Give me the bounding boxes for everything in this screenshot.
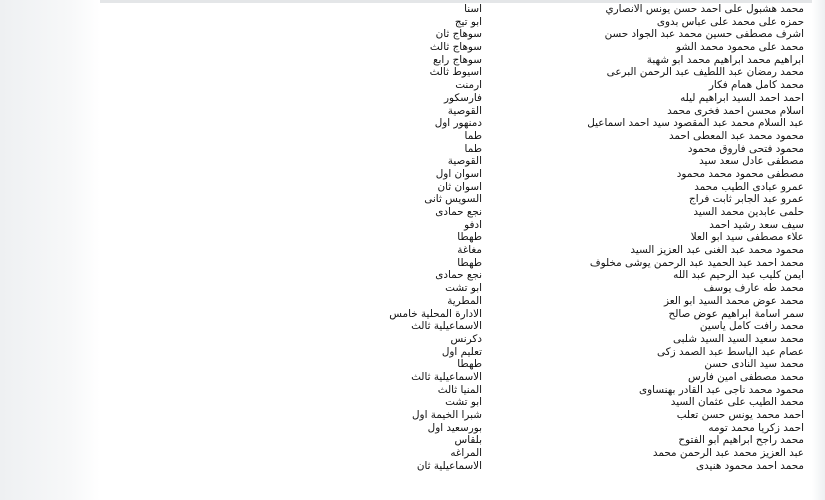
person-name: عبد السلام محمد عبد المقصود سيد احمد اسماعيل — [587, 117, 804, 130]
list-row — [100, 117, 812, 130]
list-row — [100, 269, 812, 282]
location-name: مغاغة — [457, 244, 482, 257]
location-name: اسنا — [464, 3, 482, 15]
list-row — [100, 358, 812, 371]
person-name: محمد طه عارف يوسف — [703, 282, 804, 295]
location-name: طهطا — [457, 256, 482, 269]
location-name: دمنهور اول — [434, 117, 482, 130]
list-row — [100, 460, 812, 473]
person-name: علاء مصطفى سيد ابو العلا — [690, 231, 804, 244]
list-row — [100, 130, 812, 143]
person-name: اسلام محسن احمد فخرى محمد — [667, 104, 804, 117]
person-name: محمد احمد محمود هنيدى — [695, 459, 804, 472]
person-name: محمود محمد عبد المعطى احمد — [668, 129, 804, 142]
location-name: فارسكور — [444, 91, 482, 104]
location-name: المنيا ثالث — [437, 383, 482, 396]
list-row — [100, 66, 812, 79]
person-name: احمد زكريا محمد تومه — [708, 421, 804, 434]
location-name: اسيوط ثالث — [429, 66, 482, 79]
person-name: محمد سعيد السيد السيد شلبى — [672, 332, 804, 345]
list-row — [100, 434, 812, 447]
location-name: ابو تشت — [445, 396, 482, 409]
location-name: الاسماعيلية ثالث — [411, 370, 482, 383]
list-row — [100, 396, 812, 409]
list-row — [100, 181, 812, 194]
location-name: ابو تشت — [445, 282, 482, 295]
person-name: محمد رمضان عبد اللطيف عبد الرحمن البرعى — [606, 66, 804, 79]
location-name: نجع حمادى — [435, 206, 482, 218]
location-name: اسوان ثان — [437, 180, 482, 193]
list-row — [100, 231, 812, 244]
location-name: طهطا — [457, 358, 482, 371]
location-name: ادفو — [464, 218, 482, 231]
list-row — [100, 54, 812, 67]
person-name: محمود محمد ناجى عبد القادر بهنساوى — [639, 383, 804, 396]
location-name: الاسماعيلية ثالث — [411, 320, 482, 333]
list-row — [100, 155, 812, 168]
location-name: بلقاس — [454, 434, 482, 447]
right-page-margin — [812, 0, 825, 500]
location-name: القوصية — [447, 104, 482, 117]
person-name: عصام عبد الباسط عبد الصمد زكى — [657, 345, 804, 358]
name-list — [100, 3, 812, 472]
location-name: دكرنس — [450, 332, 482, 345]
person-name: احمد محمد يونس حسن تعلب — [676, 409, 804, 421]
list-row — [100, 143, 812, 156]
list-row — [100, 244, 812, 257]
list-row — [100, 3, 812, 16]
person-name: عبد العزيز محمد عبد الرحمن محمد — [652, 447, 804, 460]
list-row — [100, 282, 812, 295]
person-name: محمد راجح ابراهيم ابو الفتوح — [678, 434, 804, 447]
person-name: احمد احمد السيد ابراهيم ليله — [680, 91, 804, 104]
person-name: محمود محمد عبد الغنى عبد العزيز السيد — [630, 244, 804, 257]
location-name: سوهاج رابع — [432, 53, 482, 66]
location-name: القوصية — [447, 155, 482, 168]
person-name: محمود فتحى فاروق محمود — [687, 142, 804, 155]
location-name: السويس ثانى — [424, 193, 482, 206]
list-row — [100, 41, 812, 54]
person-name: حمزه على محمد على عباس بدوى — [656, 15, 804, 28]
person-name: مصطفى عادل سعد سيد — [699, 155, 804, 168]
person-name: محمد على محمود محمد الشو — [676, 41, 804, 54]
location-name: طهطا — [457, 231, 482, 244]
person-name: محمد سيد النادى حسن — [704, 358, 804, 371]
person-name: محمد رافت كامل ياسين — [699, 320, 804, 333]
person-name: عمرو عبد الجابر ثابت فراج — [689, 193, 804, 206]
person-name: اشرف مصطفى حسين محمد عبد الجواد حسن — [604, 28, 804, 41]
list-row — [100, 447, 812, 460]
person-name: مصطفى محمود محمد محمود — [676, 167, 804, 180]
list-row — [100, 28, 812, 41]
location-name: ابو تيج — [454, 15, 482, 28]
location-name: اسوان اول — [435, 167, 482, 180]
list-row — [100, 206, 812, 219]
location-name: المراغه — [450, 447, 482, 460]
location-name: سوهاج ثالث — [429, 41, 482, 54]
list-row — [100, 105, 812, 118]
list-row — [100, 371, 812, 384]
list-row — [100, 384, 812, 397]
location-name: الادارة المحلية خامس — [389, 307, 482, 320]
list-row — [100, 219, 812, 232]
location-name: الاسماعيلية ثان — [416, 459, 482, 472]
person-name: سيف سعد رشيد احمد — [709, 218, 804, 231]
list-row — [100, 79, 812, 92]
person-name: عمرو عبادى الطيب محمد — [694, 180, 804, 193]
list-row — [100, 346, 812, 359]
location-name: المطرية — [447, 294, 482, 307]
location-name: تعليم اول — [441, 345, 482, 358]
list-row — [100, 92, 812, 105]
list-row — [100, 409, 812, 422]
list-row — [100, 168, 812, 181]
person-name: محمد الطيب على عثمان السيد — [670, 396, 804, 409]
list-row — [100, 16, 812, 29]
document-page — [100, 0, 812, 500]
list-row — [100, 193, 812, 206]
person-name: ابراهيم محمد ابراهيم محمد ابو شهبة — [646, 53, 804, 66]
list-row — [100, 333, 812, 346]
location-name: بورسعيد اول — [427, 421, 482, 434]
list-row — [100, 422, 812, 435]
person-name: محمد هشبول على احمد حسن يونس الانصاري — [605, 3, 804, 15]
person-name: سمر اسامة ابراهيم عوض صالح — [668, 307, 804, 320]
list-row — [100, 295, 812, 308]
location-name: شبرا الخيمة اول — [412, 409, 482, 421]
left-page-margin — [0, 0, 100, 500]
location-name: طما — [464, 142, 482, 155]
location-name: نجع حمادى — [435, 269, 482, 282]
person-name: محمد مصطفى امين فارس — [688, 370, 804, 383]
location-name: سوهاج ثان — [435, 28, 482, 41]
person-name: حلمى عابدين محمد السيد — [693, 206, 804, 218]
person-name: ايمن كليب عبد الرحيم عبد الله — [673, 269, 804, 282]
location-name: طما — [464, 129, 482, 142]
person-name: محمد عوض محمد السيد ابو العز — [664, 294, 804, 307]
list-row — [100, 320, 812, 333]
person-name: محمد احمد عبد الحميد عبد الرحمن يوشى مخلوف — [589, 256, 804, 269]
location-name: ارمنت — [455, 79, 482, 92]
person-name: محمد كامل همام فكار — [708, 79, 804, 92]
list-row — [100, 257, 812, 270]
list-row — [100, 308, 812, 321]
